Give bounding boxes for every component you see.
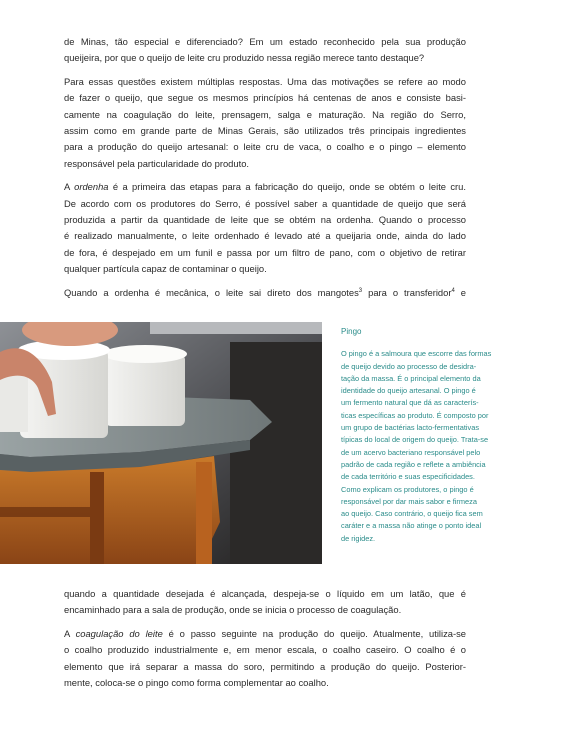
- text-line: A ordenha é a primeira das etapas para a fabricação do queijo, onde se obtém o leite cru.: [64, 181, 466, 193]
- text-line: mente, coloca-se o pingo como forma complementar ao coalho.: [64, 677, 329, 689]
- sidebar-line: ticas específicas ao produto. É composto por: [341, 410, 489, 420]
- sidebar-body: [341, 348, 505, 545]
- bottom-text: [64, 586, 466, 691]
- cheese-mold-photo: [0, 322, 322, 564]
- text-line: o coalho produzido industrialmente e, em menor escala, o coalho caseiro. O coalho é o: [64, 644, 466, 656]
- sidebar-line: responsável por dar mais sabor e firmeza: [341, 496, 477, 506]
- text-line: qualquer partícula capaz de contaminar o queijo.: [64, 263, 267, 275]
- sidebar-line: de queijo devido ao processo de desidra-: [341, 361, 477, 371]
- text-line: Para essas questões existem múltiplas respostas. Uma das motivações se refere ao modo: [64, 75, 466, 87]
- sidebar-line: um fermento natural que dá as caracterís-: [341, 398, 479, 408]
- footnote-ref: 3: [358, 287, 363, 294]
- text-line: encaminhado para a sala de produção, onde se inicia o processo de coagulação.: [64, 604, 402, 616]
- paragraph-ordenha: [64, 179, 466, 277]
- text-line: de fora, é despejado em um funil e passa por um filtro de pano, com o objetivo de retirar: [64, 246, 466, 258]
- text-line: quando a quantidade desejada é alcançada, despeja-se o líquido em um latão, que é: [64, 588, 466, 599]
- text-line: responsável pela particularidade do produto.: [64, 157, 250, 169]
- text-line: produzida a partir da quantidade de leite que se obtém na ordenha. Quando o processo: [64, 214, 466, 226]
- paragraph-intro: [64, 34, 466, 67]
- sidebar-line: ao queijo. Caso contrário, o queijo fica sem: [341, 509, 483, 519]
- sidebar-line: Como explicam os produtores, o pingo é: [341, 484, 474, 494]
- sidebar-line: identidade do queijo artesanal. O pingo é: [341, 386, 476, 396]
- text-line: para a produção do queijo artesanal: o leite cru de vaca, o coalho e o pingo – elemento: [64, 141, 466, 153]
- text-line: assim como em grande parte de Minas Gerais, são utilizados três principais ingredientes: [64, 125, 466, 137]
- text-line: camente na coagulação do leite, prensagem, salga e maturação. Na região do Serro,: [64, 108, 466, 120]
- paragraph-motivations: [64, 74, 466, 172]
- sidebar-title: Pingo: [341, 327, 362, 336]
- sidebar-line: de um acervo bacteriano responsável pelo: [341, 447, 481, 457]
- text-line: queijeira, por que o queijo de leite cru produzido nessa região merece tanto destaque?: [64, 52, 425, 64]
- term-coagulacao: coagulação do leite: [75, 627, 163, 639]
- cheese-mold-illustration: [0, 322, 322, 564]
- paragraph-coagulacao: [64, 626, 466, 692]
- text-line: Quando a ordenha é mecânica, o leite sai direto dos mangotes$^3$ para o transferidor$^4$ e: [64, 286, 466, 298]
- pingo-sidebar: [341, 326, 505, 545]
- sidebar-line: um grupo de bactérias lacto-fermentativas: [341, 423, 480, 433]
- top-text: [64, 34, 466, 301]
- paragraph-latao: [64, 586, 466, 619]
- sidebar-line: de cada território e suas especificidades.: [341, 472, 475, 482]
- sidebar-line: caráter e a massa não atinge o ponto ideal: [341, 521, 482, 531]
- text-line: elemento que irá separar a massa do soro, permitindo a produção do queijo. Posterior-: [64, 660, 466, 672]
- sidebar-line: tação da massa. É o principal elemento da: [341, 373, 481, 383]
- text-line: A coagulação do leite é o passo seguinte na produção do queijo. Atualmente, utiliza-se: [64, 627, 466, 639]
- term-ordenha: ordenha: [74, 181, 109, 193]
- sidebar-line: padrão de cada região e reflete a ambiência: [341, 459, 486, 469]
- footnote-ref: 4: [451, 287, 455, 294]
- text-line: De acordo com os produtores do Serro, é possível saber a quantidade de queijo que será: [64, 197, 466, 209]
- text-line: é realizado manualmente, o leite ordenhado é levado até a queijaria onde, ainda do lado: [64, 230, 466, 242]
- sidebar-line: O pingo é a salmoura que escorre das formas: [341, 349, 492, 359]
- paragraph-mechanical: [64, 285, 466, 301]
- sidebar-line: de rigidez.: [341, 533, 376, 543]
- text-line: de fazer o queijo, que segue os mesmos princípios há centenas de anos e consiste basi-: [64, 92, 466, 104]
- sidebar-line: típicas do local de origem do queijo. Trata-se: [341, 435, 489, 445]
- text-line: de Minas, tão especial e diferenciado? Em um estado reconhecido pela sua produção: [64, 36, 466, 47]
